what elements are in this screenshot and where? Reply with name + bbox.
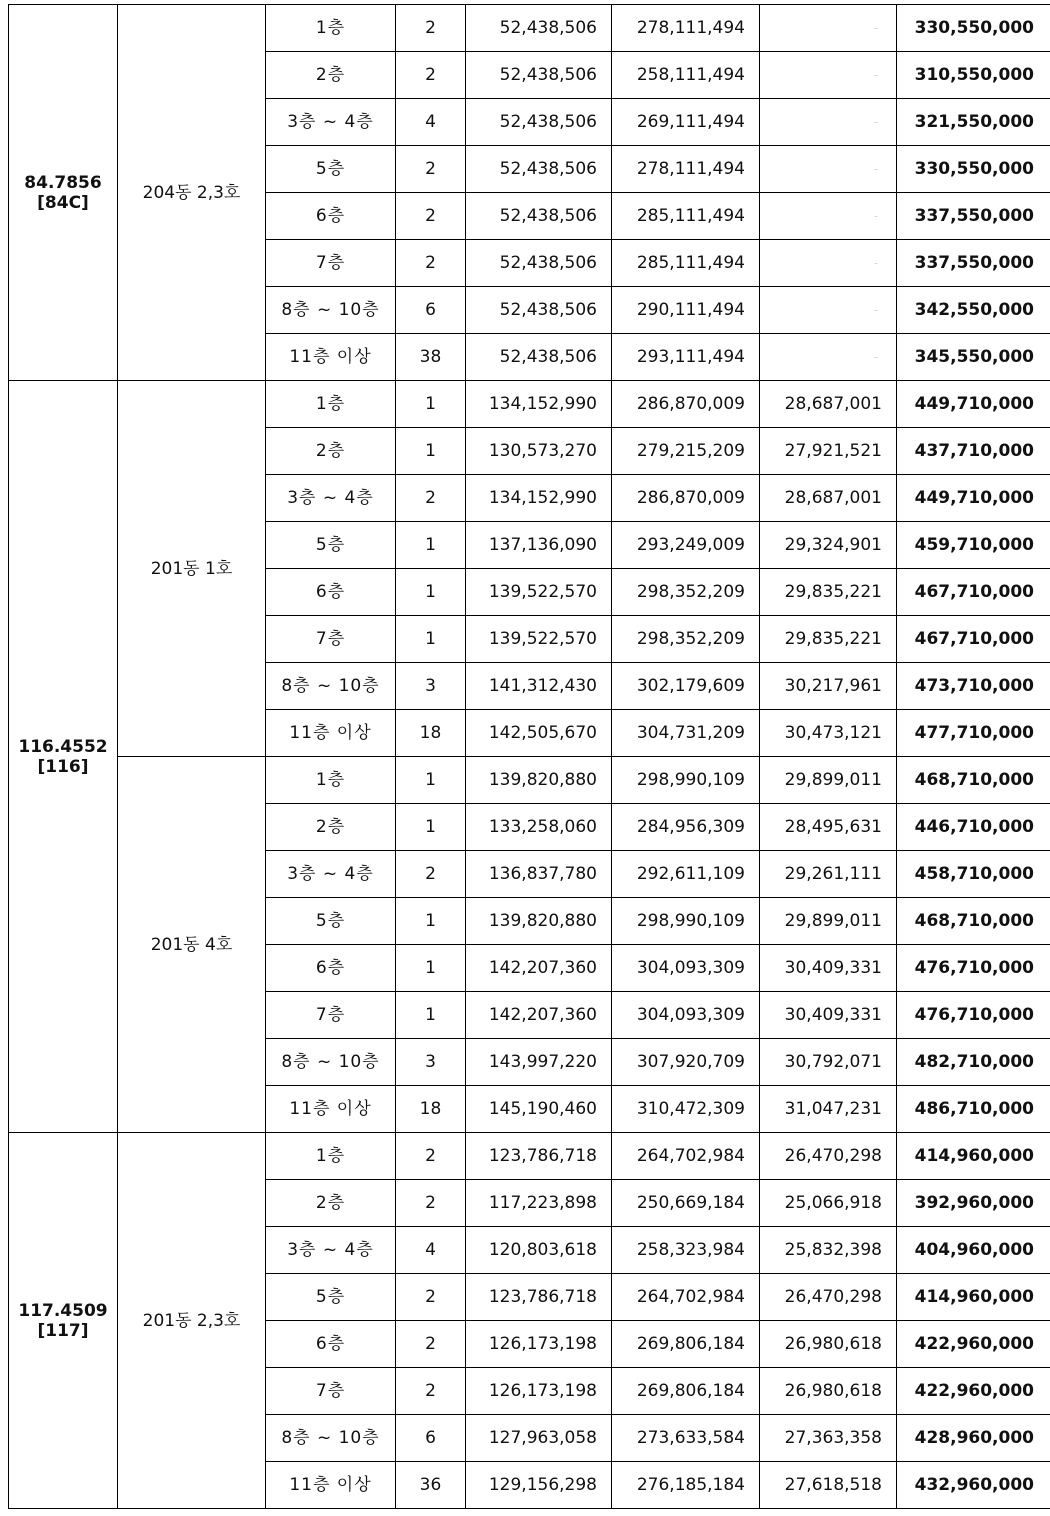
land-price-cell: 52,438,506 bbox=[466, 146, 612, 193]
building-price-cell: 264,702,984 bbox=[612, 1274, 760, 1321]
land-price-cell: 123,786,718 bbox=[466, 1274, 612, 1321]
building-price-cell: 285,111,494 bbox=[612, 240, 760, 287]
vat-cell: 29,835,221 bbox=[760, 616, 897, 663]
total-price-cell: 486,710,000 bbox=[897, 1086, 1050, 1133]
land-price-cell: 123,786,718 bbox=[466, 1133, 612, 1180]
building-unit-cell: 204동 2,3호 bbox=[118, 5, 266, 381]
unit-count-cell: 1 bbox=[396, 898, 466, 945]
unit-count-cell: 1 bbox=[396, 381, 466, 428]
land-price-cell: 134,152,990 bbox=[466, 381, 612, 428]
vat-cell: 28,687,001 bbox=[760, 475, 897, 522]
land-price-cell: 52,438,506 bbox=[466, 240, 612, 287]
floor-cell: 5층 bbox=[266, 898, 396, 945]
land-price-cell: 126,173,198 bbox=[466, 1321, 612, 1368]
unit-count-cell: 1 bbox=[396, 992, 466, 1039]
land-price-cell: 139,522,570 bbox=[466, 616, 612, 663]
land-price-cell: 137,136,090 bbox=[466, 522, 612, 569]
total-price-cell: 449,710,000 bbox=[897, 475, 1050, 522]
unit-count-cell: 36 bbox=[396, 1462, 466, 1509]
vat-cell: - bbox=[760, 99, 897, 146]
floor-cell: 7층 bbox=[266, 992, 396, 1039]
total-price-cell: 330,550,000 bbox=[897, 146, 1050, 193]
building-price-cell: 279,215,209 bbox=[612, 428, 760, 475]
vat-cell: - bbox=[760, 52, 897, 99]
building-price-cell: 278,111,494 bbox=[612, 5, 760, 52]
land-price-cell: 52,438,506 bbox=[466, 193, 612, 240]
vat-cell: - bbox=[760, 193, 897, 240]
unit-count-cell: 3 bbox=[396, 663, 466, 710]
floor-cell: 7층 bbox=[266, 240, 396, 287]
land-price-cell: 139,522,570 bbox=[466, 569, 612, 616]
building-price-cell: 298,352,209 bbox=[612, 616, 760, 663]
area-size: 116.4552 bbox=[18, 736, 108, 757]
building-price-cell: 304,731,209 bbox=[612, 710, 760, 757]
floor-cell: 8층 ~ 10층 bbox=[266, 1415, 396, 1462]
land-price-cell: 52,438,506 bbox=[466, 52, 612, 99]
total-price-cell: 321,550,000 bbox=[897, 99, 1050, 146]
building-price-cell: 290,111,494 bbox=[612, 287, 760, 334]
total-price-cell: 476,710,000 bbox=[897, 945, 1050, 992]
vat-cell: 28,687,001 bbox=[760, 381, 897, 428]
total-price-cell: 467,710,000 bbox=[897, 569, 1050, 616]
land-price-cell: 142,207,360 bbox=[466, 945, 612, 992]
total-price-cell: 468,710,000 bbox=[897, 757, 1050, 804]
floor-cell: 6층 bbox=[266, 945, 396, 992]
total-price-cell: 468,710,000 bbox=[897, 898, 1050, 945]
vat-cell: 29,899,011 bbox=[760, 898, 897, 945]
building-price-cell: 292,611,109 bbox=[612, 851, 760, 898]
total-price-cell: 310,550,000 bbox=[897, 52, 1050, 99]
total-price-cell: 449,710,000 bbox=[897, 381, 1050, 428]
unit-count-cell: 18 bbox=[396, 1086, 466, 1133]
total-price-cell: 428,960,000 bbox=[897, 1415, 1050, 1462]
unit-count-cell: 1 bbox=[396, 616, 466, 663]
building-price-cell: 276,185,184 bbox=[612, 1462, 760, 1509]
floor-cell: 1층 bbox=[266, 1133, 396, 1180]
area-size: 84.7856 bbox=[24, 172, 102, 193]
table-row bbox=[9, 381, 1050, 428]
building-price-cell: 298,352,209 bbox=[612, 569, 760, 616]
vat-cell: 30,217,961 bbox=[760, 663, 897, 710]
total-price-cell: 342,550,000 bbox=[897, 287, 1050, 334]
total-price-cell: 476,710,000 bbox=[897, 992, 1050, 1039]
building-unit-cell: 201동 4호 bbox=[118, 757, 266, 1133]
floor-cell: 11층 이상 bbox=[266, 1086, 396, 1133]
building-price-cell: 269,806,184 bbox=[612, 1321, 760, 1368]
unit-count-cell: 1 bbox=[396, 522, 466, 569]
land-price-cell: 133,258,060 bbox=[466, 804, 612, 851]
building-unit-cell: 201동 2,3호 bbox=[118, 1133, 266, 1509]
total-price-cell: 337,550,000 bbox=[897, 240, 1050, 287]
vat-cell: 28,495,631 bbox=[760, 804, 897, 851]
total-price-cell: 467,710,000 bbox=[897, 616, 1050, 663]
unit-count-cell: 2 bbox=[396, 146, 466, 193]
floor-cell: 3층 ~ 4층 bbox=[266, 851, 396, 898]
area-size: 117.4509 bbox=[18, 1300, 108, 1321]
land-price-cell: 145,190,460 bbox=[466, 1086, 612, 1133]
vat-cell: - bbox=[760, 287, 897, 334]
building-price-cell: 269,111,494 bbox=[612, 99, 760, 146]
total-price-cell: 473,710,000 bbox=[897, 663, 1050, 710]
land-price-cell: 52,438,506 bbox=[466, 99, 612, 146]
floor-cell: 3층 ~ 4층 bbox=[266, 475, 396, 522]
total-price-cell: 392,960,000 bbox=[897, 1180, 1050, 1227]
vat-cell: 25,066,918 bbox=[760, 1180, 897, 1227]
land-price-cell: 120,803,618 bbox=[466, 1227, 612, 1274]
unit-count-cell: 2 bbox=[396, 193, 466, 240]
area-cell bbox=[9, 5, 118, 381]
land-price-cell: 129,156,298 bbox=[466, 1462, 612, 1509]
unit-count-cell: 2 bbox=[396, 1180, 466, 1227]
unit-count-cell: 2 bbox=[396, 52, 466, 99]
floor-cell: 8층 ~ 10층 bbox=[266, 1039, 396, 1086]
total-price-cell: 422,960,000 bbox=[897, 1321, 1050, 1368]
building-unit-cell: 201동 1호 bbox=[118, 381, 266, 757]
land-price-cell: 52,438,506 bbox=[466, 5, 612, 52]
building-price-cell: 286,870,009 bbox=[612, 475, 760, 522]
total-price-cell: 446,710,000 bbox=[897, 804, 1050, 851]
floor-cell: 7층 bbox=[266, 1368, 396, 1415]
vat-cell: 30,409,331 bbox=[760, 945, 897, 992]
vat-cell: - bbox=[760, 240, 897, 287]
vat-cell: 30,409,331 bbox=[760, 992, 897, 1039]
vat-cell: 30,473,121 bbox=[760, 710, 897, 757]
vat-cell: 29,261,111 bbox=[760, 851, 897, 898]
land-price-cell: 130,573,270 bbox=[466, 428, 612, 475]
total-price-cell: 337,550,000 bbox=[897, 193, 1050, 240]
building-price-cell: 264,702,984 bbox=[612, 1133, 760, 1180]
total-price-cell: 482,710,000 bbox=[897, 1039, 1050, 1086]
floor-cell: 2층 bbox=[266, 804, 396, 851]
land-price-cell: 142,505,670 bbox=[466, 710, 612, 757]
building-price-cell: 304,093,309 bbox=[612, 992, 760, 1039]
unit-count-cell: 1 bbox=[396, 804, 466, 851]
land-price-cell: 134,152,990 bbox=[466, 475, 612, 522]
table-row bbox=[9, 757, 1050, 804]
land-price-cell: 52,438,506 bbox=[466, 334, 612, 381]
floor-cell: 6층 bbox=[266, 569, 396, 616]
vat-cell: 29,899,011 bbox=[760, 757, 897, 804]
land-price-cell: 141,312,430 bbox=[466, 663, 612, 710]
area-type-code: [116] bbox=[37, 756, 89, 777]
total-price-cell: 477,710,000 bbox=[897, 710, 1050, 757]
vat-cell: 26,470,298 bbox=[760, 1133, 897, 1180]
vat-cell: 26,470,298 bbox=[760, 1274, 897, 1321]
building-price-cell: 298,990,109 bbox=[612, 757, 760, 804]
floor-cell: 11층 이상 bbox=[266, 334, 396, 381]
unit-count-cell: 6 bbox=[396, 1415, 466, 1462]
unit-count-cell: 1 bbox=[396, 569, 466, 616]
floor-cell: 11층 이상 bbox=[266, 710, 396, 757]
total-price-cell: 345,550,000 bbox=[897, 334, 1050, 381]
floor-cell: 1층 bbox=[266, 757, 396, 804]
building-price-cell: 250,669,184 bbox=[612, 1180, 760, 1227]
total-price-cell: 414,960,000 bbox=[897, 1133, 1050, 1180]
total-price-cell: 330,550,000 bbox=[897, 5, 1050, 52]
floor-cell: 6층 bbox=[266, 193, 396, 240]
building-price-cell: 310,472,309 bbox=[612, 1086, 760, 1133]
building-price-cell: 293,249,009 bbox=[612, 522, 760, 569]
unit-count-cell: 4 bbox=[396, 99, 466, 146]
vat-cell: 27,921,521 bbox=[760, 428, 897, 475]
vat-cell: 30,792,071 bbox=[760, 1039, 897, 1086]
unit-count-cell: 1 bbox=[396, 428, 466, 475]
vat-cell: - bbox=[760, 5, 897, 52]
price-table-body bbox=[9, 5, 1050, 1509]
land-price-cell: 52,438,506 bbox=[466, 287, 612, 334]
unit-count-cell: 4 bbox=[396, 1227, 466, 1274]
unit-count-cell: 2 bbox=[396, 1274, 466, 1321]
vat-cell: - bbox=[760, 146, 897, 193]
building-price-cell: 285,111,494 bbox=[612, 193, 760, 240]
unit-count-cell: 2 bbox=[396, 1321, 466, 1368]
building-price-cell: 293,111,494 bbox=[612, 334, 760, 381]
unit-count-cell: 3 bbox=[396, 1039, 466, 1086]
floor-cell: 5층 bbox=[266, 146, 396, 193]
building-price-cell: 302,179,609 bbox=[612, 663, 760, 710]
unit-count-cell: 1 bbox=[396, 945, 466, 992]
unit-count-cell: 2 bbox=[396, 5, 466, 52]
land-price-cell: 126,173,198 bbox=[466, 1368, 612, 1415]
area-type-code: [84C] bbox=[37, 192, 89, 213]
vat-cell: 29,835,221 bbox=[760, 569, 897, 616]
vat-cell: 27,618,518 bbox=[760, 1462, 897, 1509]
area-cell bbox=[9, 1133, 118, 1509]
floor-cell: 1층 bbox=[266, 381, 396, 428]
floor-cell: 1층 bbox=[266, 5, 396, 52]
building-price-cell: 258,323,984 bbox=[612, 1227, 760, 1274]
unit-count-cell: 2 bbox=[396, 1368, 466, 1415]
land-price-cell: 139,820,880 bbox=[466, 757, 612, 804]
total-price-cell: 458,710,000 bbox=[897, 851, 1050, 898]
area-cell bbox=[9, 381, 118, 1133]
floor-cell: 3층 ~ 4층 bbox=[266, 1227, 396, 1274]
vat-cell: 25,832,398 bbox=[760, 1227, 897, 1274]
floor-cell: 5층 bbox=[266, 522, 396, 569]
page-cut-edge bbox=[0, 1512, 1050, 1516]
vat-cell: - bbox=[760, 334, 897, 381]
unit-count-cell: 2 bbox=[396, 1133, 466, 1180]
total-price-cell: 437,710,000 bbox=[897, 428, 1050, 475]
unit-count-cell: 2 bbox=[396, 475, 466, 522]
total-price-cell: 414,960,000 bbox=[897, 1274, 1050, 1321]
floor-cell: 2층 bbox=[266, 1180, 396, 1227]
floor-cell: 2층 bbox=[266, 52, 396, 99]
building-price-cell: 273,633,584 bbox=[612, 1415, 760, 1462]
unit-count-cell: 6 bbox=[396, 287, 466, 334]
building-price-cell: 304,093,309 bbox=[612, 945, 760, 992]
floor-cell: 8층 ~ 10층 bbox=[266, 287, 396, 334]
table-row bbox=[9, 5, 1050, 52]
vat-cell: 27,363,358 bbox=[760, 1415, 897, 1462]
vat-cell: 26,980,618 bbox=[760, 1321, 897, 1368]
vat-cell: 29,324,901 bbox=[760, 522, 897, 569]
total-price-cell: 432,960,000 bbox=[897, 1462, 1050, 1509]
land-price-cell: 117,223,898 bbox=[466, 1180, 612, 1227]
total-price-cell: 422,960,000 bbox=[897, 1368, 1050, 1415]
unit-count-cell: 2 bbox=[396, 240, 466, 287]
unit-count-cell: 18 bbox=[396, 710, 466, 757]
land-price-cell: 143,997,220 bbox=[466, 1039, 612, 1086]
building-price-cell: 284,956,309 bbox=[612, 804, 760, 851]
unit-count-cell: 1 bbox=[396, 757, 466, 804]
land-price-cell: 127,963,058 bbox=[466, 1415, 612, 1462]
area-type-code: [117] bbox=[37, 1320, 89, 1341]
table-row bbox=[9, 1133, 1050, 1180]
building-price-cell: 258,111,494 bbox=[612, 52, 760, 99]
floor-cell: 3층 ~ 4층 bbox=[266, 99, 396, 146]
vat-cell: 26,980,618 bbox=[760, 1368, 897, 1415]
floor-cell: 6층 bbox=[266, 1321, 396, 1368]
unit-count-cell: 2 bbox=[396, 851, 466, 898]
land-price-cell: 139,820,880 bbox=[466, 898, 612, 945]
vat-cell: 31,047,231 bbox=[760, 1086, 897, 1133]
land-price-cell: 142,207,360 bbox=[466, 992, 612, 1039]
building-price-cell: 269,806,184 bbox=[612, 1368, 760, 1415]
building-price-cell: 278,111,494 bbox=[612, 146, 760, 193]
floor-cell: 2층 bbox=[266, 428, 396, 475]
floor-cell: 8층 ~ 10층 bbox=[266, 663, 396, 710]
total-price-cell: 404,960,000 bbox=[897, 1227, 1050, 1274]
floor-cell: 11층 이상 bbox=[266, 1462, 396, 1509]
floor-cell: 7층 bbox=[266, 616, 396, 663]
total-price-cell: 459,710,000 bbox=[897, 522, 1050, 569]
floor-cell: 5층 bbox=[266, 1274, 396, 1321]
unit-count-cell: 38 bbox=[396, 334, 466, 381]
building-price-cell: 307,920,709 bbox=[612, 1039, 760, 1086]
building-price-cell: 286,870,009 bbox=[612, 381, 760, 428]
building-price-cell: 298,990,109 bbox=[612, 898, 760, 945]
price-table bbox=[8, 4, 1050, 1509]
land-price-cell: 136,837,780 bbox=[466, 851, 612, 898]
